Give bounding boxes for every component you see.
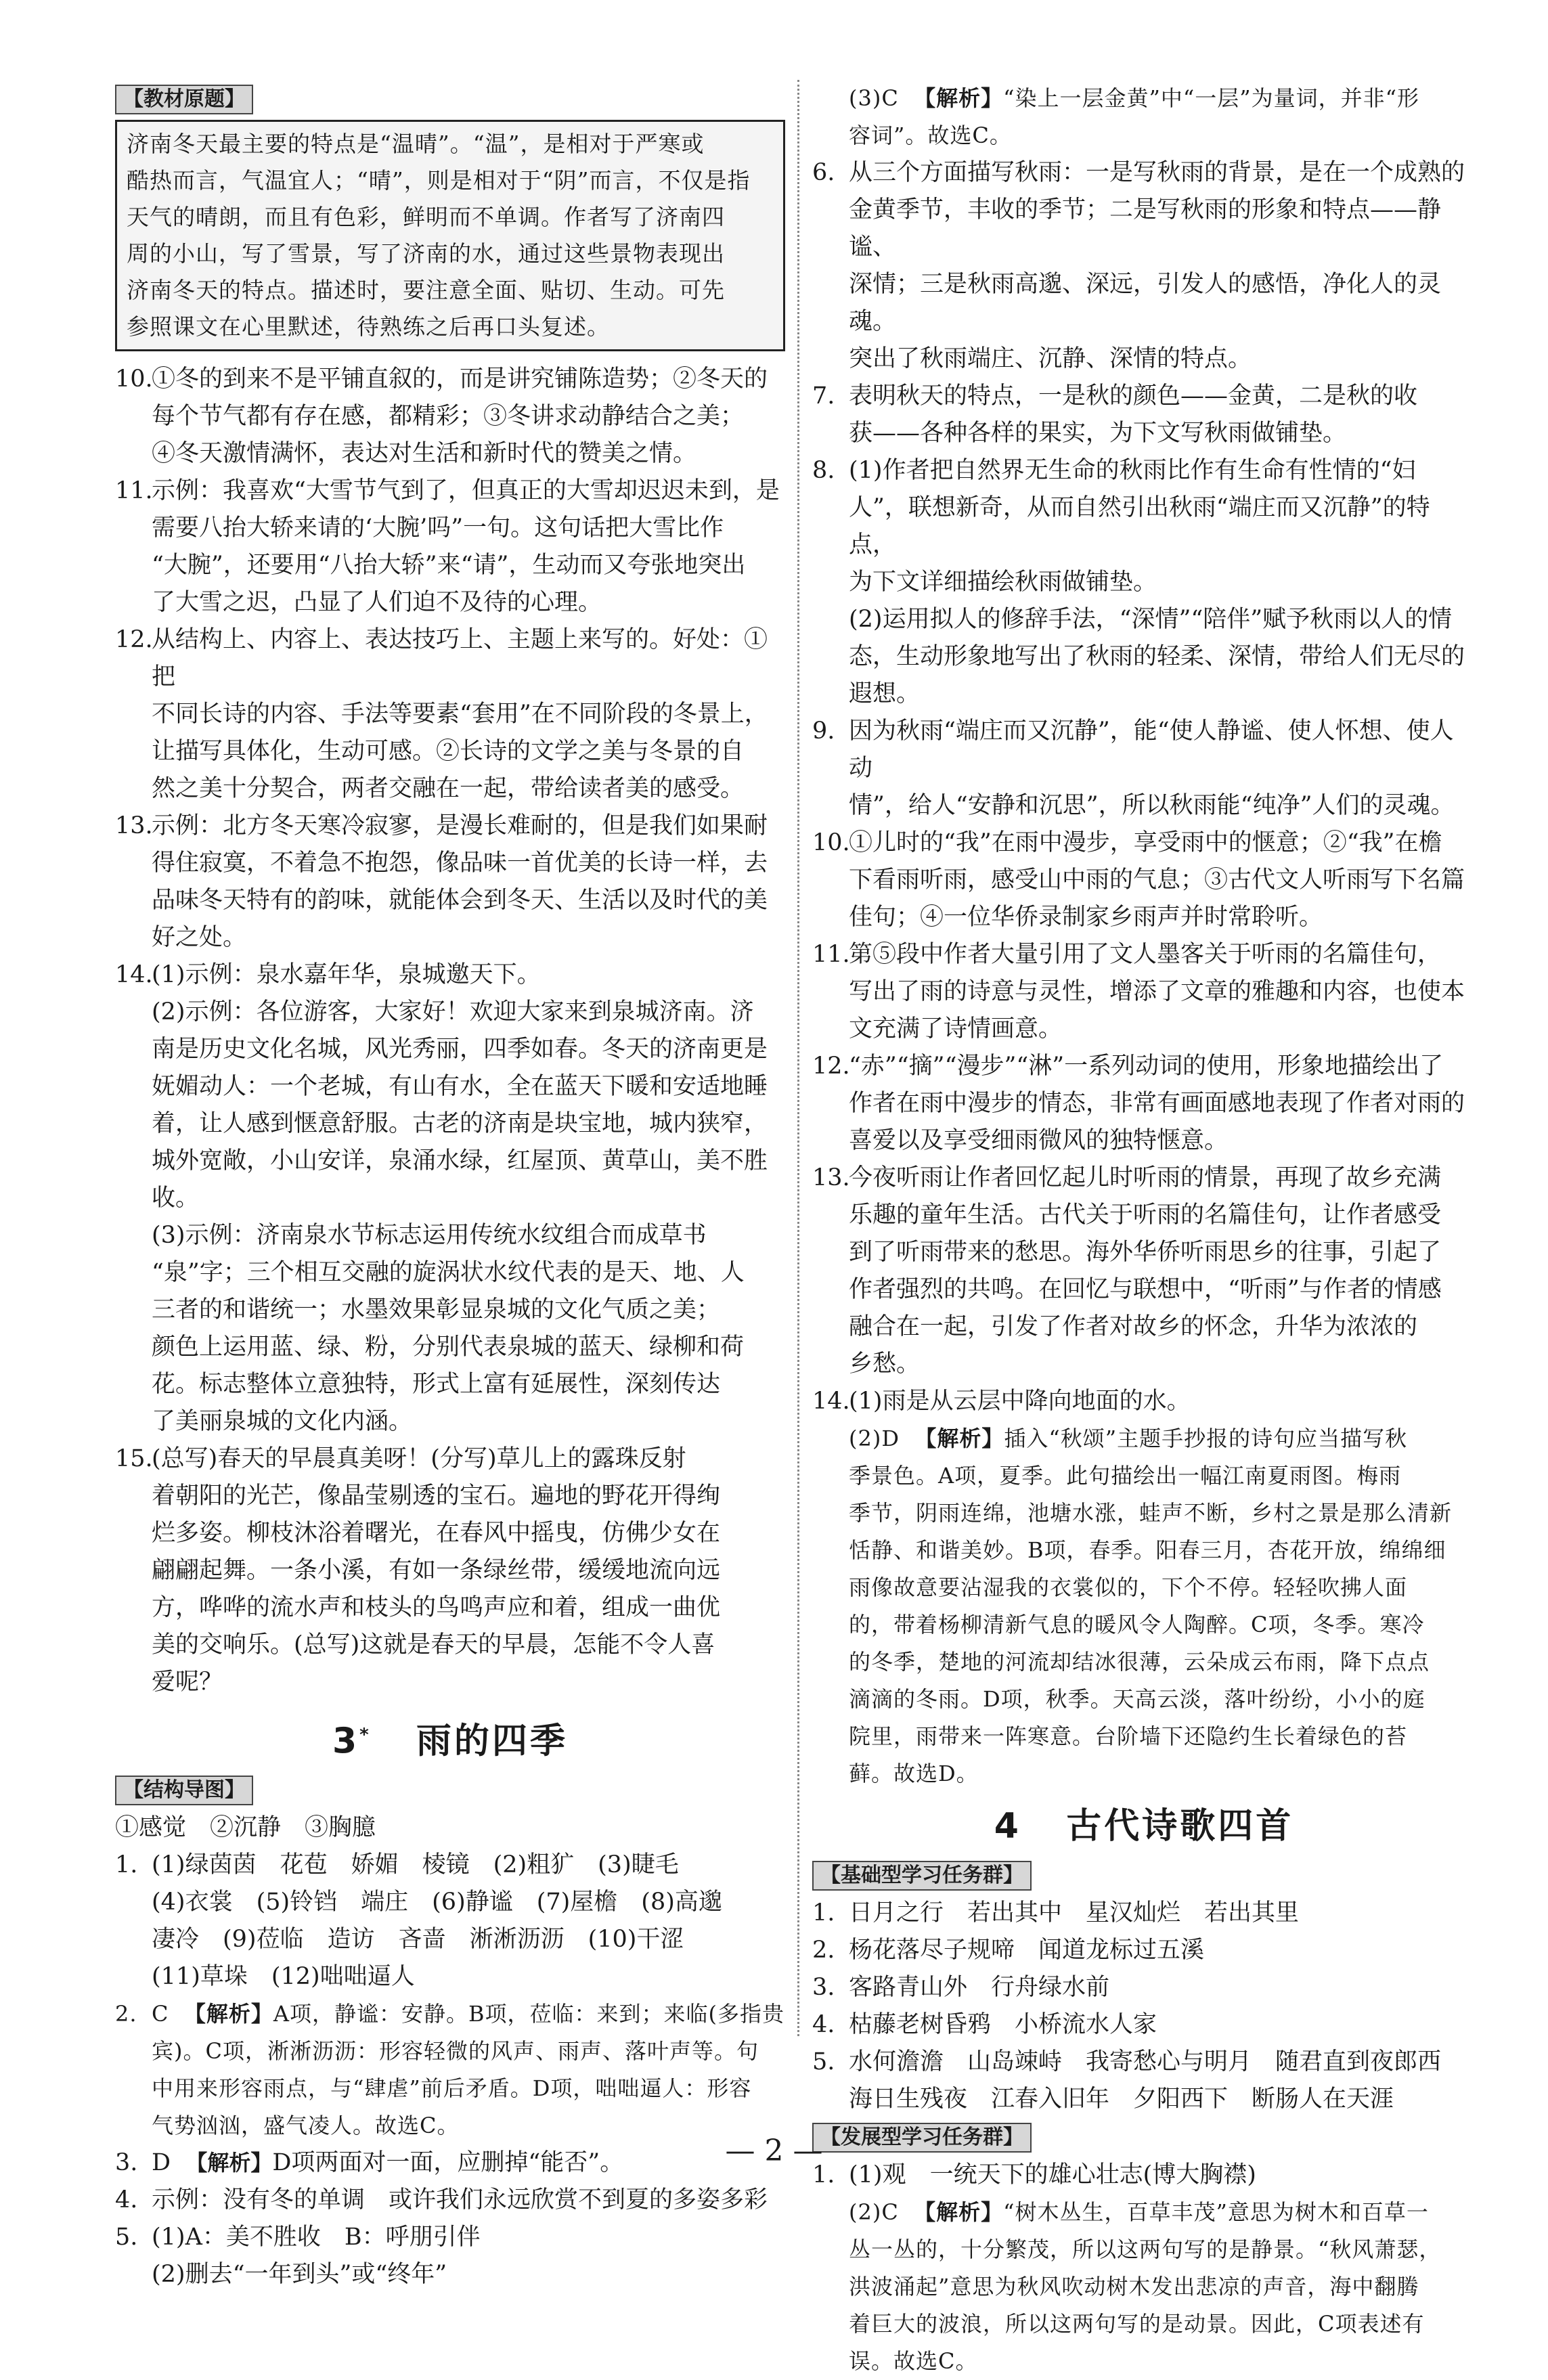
lesson-number: 3: [332, 1721, 360, 1762]
item-line: 恬静、和谐美妙。B项，春季。阳春三月，杏花开放，绵绵细: [849, 1537, 1446, 1563]
item-line: 乡愁。: [849, 1350, 921, 1378]
item-number: 5.: [812, 2048, 835, 2075]
textbook-line: 周的小山，写了雪景，写了济南的水，通过这些景物表现出: [127, 240, 725, 267]
item-line: 海日生残夜 江春入旧年 夕阳西下 断肠人在天涯: [849, 2086, 1394, 2113]
item-line: 作者强烈的共鸣。在回忆与联想中，“听雨”与作者的情感: [849, 1276, 1442, 1303]
answer-item-13: [812, 1160, 1476, 1383]
textbook-line: 天气的晴朗，而且有色彩，鲜明而不单调。作者写了济南四: [127, 204, 725, 230]
item-line: 洪波涌起”意思为秋风吹动树木发出悲凉的声音，海中翻腾: [849, 2274, 1419, 2299]
answer-item-12: [812, 1048, 1476, 1160]
item-line: 三者的和谐统一；水墨效果彰显泉城的文化气质之美；: [152, 1296, 721, 1323]
item-line: (1)A：美不胜收 B：呼朋引伴: [152, 2224, 481, 2251]
item-number: 9.: [812, 718, 835, 745]
textbook-line: 济南冬天的特点。描述时，要注意全面、贴切、生动。可先: [127, 277, 725, 303]
item-line: (1)作者把自然界无生命的秋雨比作有生命有性情的“妇: [849, 457, 1416, 484]
item-line: 的，带着杨柳清新气息的暖风令人陶醉。C项，冬季。寒冷: [849, 1612, 1425, 1637]
item-number: 8.: [812, 457, 835, 484]
basic-item: [812, 1895, 1476, 1932]
item-line: 情”，给人“安静和沉思”，所以秋雨能“纯净”人们的灵魂。: [849, 792, 1455, 819]
item-line: 雨像故意要沾湿我的衣裳似的，下个不停。轻轻吹拂人面: [849, 1574, 1408, 1600]
lesson3-item-5: [115, 2219, 785, 2293]
item-number: 11.: [115, 477, 153, 504]
item-line: 季节，阴雨连绵，池塘水涨，蛙声不断，乡村之景是那么清新: [849, 1500, 1453, 1526]
left-column: [115, 80, 785, 2293]
item-line: (2)删去“一年到头”或“终年”: [152, 2261, 447, 2289]
item-line: 下看雨听雨，感受山中雨的气息；③古代文人听雨写下名篇: [849, 866, 1465, 894]
item-line: 表明秋天的特点，一是秋的颜色——金黄，二是秋的收: [849, 382, 1418, 410]
item-line: 第⑤段中作者大量引用了文人墨客关于听雨的名篇佳句，: [849, 941, 1442, 968]
item-line: 金黄季节，丰收的季节；二是写秋雨的形象和特点——静谧、: [849, 196, 1442, 261]
item-line: 水何澹澹 山岛竦峙 我寄愁心与明月 随君直到夜郎西: [849, 2048, 1442, 2075]
item-number: 10.: [115, 366, 153, 393]
item-line: 深情；三是秋雨高邈、深远，引发人的感悟，净化人的灵魂。: [849, 271, 1442, 335]
answer-item-11: [812, 936, 1476, 1048]
basic-item: [812, 2006, 1476, 2044]
lesson-3-title: [115, 1711, 785, 1765]
answer-item-12: [115, 621, 785, 808]
item-line: “赤”“摘”“漫步”“淋”一系列动词的使用，形象地描绘出了: [849, 1053, 1444, 1080]
item-line: (2)运用拟人的修辞手法，“深情”“陪伴”赋予秋雨以人的情: [849, 606, 1453, 633]
analysis-text: A项，静谧：安静。B项，莅临：来到；来临(多指贵: [273, 2001, 784, 2027]
item-line: 客路青山外 行舟绿水前: [849, 1974, 1110, 2001]
item-line: 凄冷 (9)莅临 造访 吝啬 淅淅沥沥 (10)干涩: [152, 1926, 684, 1954]
lesson3-item-2: [115, 1996, 785, 2144]
answer-item-9: [812, 713, 1476, 824]
item-number: 14.: [812, 1388, 850, 1415]
answer-item-7: [812, 378, 1476, 452]
item-line: 容词”。故选C。: [849, 123, 1012, 148]
analysis-label: 【解析】: [914, 85, 1004, 111]
item-line: “大腕”，还要用“八抬大轿”来“请”，生动而又夸张地突出: [152, 552, 746, 579]
answer-item-14: [812, 1383, 1476, 1792]
lesson-4-title: [812, 1802, 1476, 1851]
item-line: 滴滴的冬雨。D项，秋季。天高云淡，落叶纷纷，小小的庭: [849, 1686, 1425, 1712]
item-line: 颜色上运用蓝、绿、粉，分别代表泉城的蓝天、绿柳和荷: [152, 1334, 745, 1361]
item-number: 6.: [812, 159, 835, 186]
item-line: 融合在一起，引发了作者对故乡的怀念，升华为浓浓的: [849, 1313, 1418, 1340]
item-line: 翩翩起舞。一条小溪，有如一条绿丝带，缓缓地流向远: [152, 1557, 721, 1584]
item-line: 误。故选C。: [849, 2348, 978, 2374]
item-number: 12.: [812, 1053, 850, 1080]
item-line: ④冬天激情满怀，表达对生活和新时代的赞美之情。: [152, 440, 697, 467]
right-column: [812, 80, 1476, 2380]
item-line: (2)示例：各位游客，大家好！欢迎大家来到泉城济南。济: [152, 998, 754, 1026]
item-line: 方，哗哗的流水声和枝头的鸟鸣声应和着，组成一曲优: [152, 1594, 721, 1621]
answer-item-14: [115, 956, 785, 1440]
item-number: 2.: [812, 1937, 835, 1964]
item-line: 为下文详细描绘秋雨做铺垫。: [849, 569, 1157, 596]
item-number: 7.: [812, 382, 835, 410]
answer-item-11: [115, 472, 785, 621]
item-line: 到了听雨带来的愁思。海外华侨听雨思乡的往事，引起了: [849, 1239, 1442, 1266]
item-line: 妩媚动人：一个老城，有山有水，全在蓝天下暖和安适地睡: [152, 1073, 768, 1100]
structure-line: ①感觉 ②沉静 ③胸臆: [115, 1814, 376, 1842]
analysis-label: 【解析】: [914, 2199, 1004, 2225]
item-line: (1)绿茵茵 花苞 娇媚 棱镜 (2)粗犷 (3)睫毛: [152, 1851, 679, 1879]
item-number: 1.: [115, 1851, 138, 1879]
item-line: ①儿时的“我”在雨中漫步，享受雨中的惬意；②“我”在檐: [849, 829, 1442, 856]
item-line: 需要八抬大轿来请的‘大腕’吗”一句。这句话把大雪比作: [152, 514, 724, 542]
item-line: 季景色。A项，夏季。此句描绘出一幅江南夏雨图。梅雨: [849, 1463, 1402, 1489]
item-line: 枯藤老树昏鸦 小桥流水人家: [849, 2011, 1157, 2038]
item-line: 文充满了诗情画意。: [849, 1015, 1063, 1042]
item-number: 2.: [115, 2001, 137, 2027]
item-line: (总写)春天的早晨真美呀！(分写)草儿上的露珠反射: [152, 1445, 686, 1472]
dev-item-1: [812, 2157, 1476, 2380]
item-line: ①冬的到来不是平铺直叙的，而是讲究铺陈造势；②冬天的: [152, 366, 768, 393]
answer-item-10: [812, 824, 1476, 936]
item-number: 5.: [115, 2224, 138, 2251]
item-line: 示例：北方冬天寒冷寂寥，是漫长难耐的，但是我们如果耐: [152, 812, 768, 839]
item-number: 4.: [115, 2186, 138, 2214]
item-line: 每个节气都有存在感，都精彩；③冬讲求动静结合之美；: [152, 403, 745, 430]
item-line: 态，生动形象地写出了秋雨的轻柔、深情，带给人们无尽的: [849, 643, 1465, 670]
item-line: 得住寂寞，不着急不抱怨，像品味一首优美的长诗一样，去: [152, 850, 768, 877]
lesson-star: *: [359, 1725, 372, 1745]
item-line: 佳句；④一位华侨录制家乡雨声并时常聆听。: [849, 904, 1323, 931]
item-line: (1)观 一统天下的雄心壮志(博大胸襟): [849, 2161, 1256, 2188]
item-line: 院里，雨带来一阵寒意。台阶墙下还隐约生长着绿色的苔: [849, 1723, 1408, 1749]
item-line: 然之美十分契合，两者交融在一起，带给读者美的感受。: [152, 775, 745, 802]
item-line: 喜爱以及享受细雨微风的独特惬意。: [849, 1127, 1229, 1154]
item-number: 11.: [812, 941, 850, 968]
tag-basic: 【基础型学习任务群】: [812, 1861, 1032, 1891]
item-line: 着朝阳的光芒，像晶莹剔透的宝石。遍地的野花开得绚: [152, 1482, 721, 1509]
item-line: (4)衣裳 (5)铃铛 端庄 (6)静谧 (7)屋檐 (8)高邈: [152, 1889, 722, 1916]
answer-item-13: [115, 808, 785, 956]
answer-item-15: [115, 1440, 785, 1701]
basic-item: [812, 2044, 1476, 2118]
item-line: 好之处。: [152, 924, 247, 951]
item-number: 14.: [115, 961, 153, 988]
item-line: 了大雪之迟，凸显了人们迫不及待的心理。: [152, 589, 602, 616]
item-line: 让描写具体化，生动可感。②长诗的文学之美与冬景的自: [152, 738, 745, 765]
answer-choice: (2)C: [849, 2199, 899, 2225]
item-line: 今夜听雨让作者回忆起儿时听雨的情景，再现了故乡充满: [849, 1164, 1442, 1191]
item-line: 中用来形容雨点，与“肆虐”前后矛盾。D项，咄咄逼人：形容: [152, 2075, 752, 2102]
item-number: 13.: [812, 1164, 850, 1191]
item-line: (11)草垛 (12)咄咄逼人: [152, 1963, 415, 1991]
answer-item-8: [812, 452, 1476, 713]
lesson3-item-4: [115, 2182, 785, 2219]
answer-choice: (3)C: [849, 85, 899, 111]
basic-item: [812, 1932, 1476, 1969]
tag-structure: 【结构导图】: [115, 1776, 253, 1805]
item-line: 城外宽敞，小山安详，泉涌水绿，红屋顶、黄草山，美不胜收。: [152, 1147, 768, 1212]
item-line: 宾)。C项，淅淅沥沥：形容轻微的风声、雨声、落叶声等。句: [152, 2038, 759, 2065]
item-line: “泉”字；三个相互交融的旋涡状水纹代表的是天、地、人: [152, 1259, 745, 1286]
answer-choice: C: [152, 2001, 169, 2027]
item-line: 杨花落尽子规啼 闻道龙标过五溪: [849, 1937, 1205, 1964]
item-line: (1)示例：泉水嘉年华，泉城邀天下。: [152, 961, 541, 988]
item-number: 4.: [812, 2011, 835, 2038]
textbook-box: [115, 120, 785, 351]
analysis-label: 【解析】: [914, 1426, 1004, 1451]
textbook-line: 济南冬天最主要的特点是“温晴”。“温”，是相对于严寒或: [127, 131, 705, 157]
textbook-line: 酷热而言，气温宜人；“晴”，则是相对于“阴”而言，不仅是指: [127, 167, 751, 194]
item-number: 3.: [115, 2149, 138, 2177]
item-line: 丛一丛的，十分繁茂，所以这两句写的是静景。“秋风萧瑟，: [849, 2236, 1442, 2262]
item-line: 不同长诗的内容、手法等要素“套用”在不同阶段的冬景上，: [152, 701, 768, 728]
item-number: 10.: [812, 829, 850, 856]
item-line: 写出了雨的诗意与灵性，增添了文章的雅趣和内容，也使本: [849, 978, 1465, 1005]
analysis-label: 【解析】: [185, 2150, 273, 2176]
item-number: 1.: [812, 2161, 835, 2188]
item-line: 爱呢？: [152, 1669, 223, 1696]
item-line: 南是历史文化名城，风光秀丽，四季如春。冬天的济南更是: [152, 1036, 768, 1063]
item-line: 美的交响乐。(总写)这就是春天的早晨，怎能不令人喜: [152, 1631, 715, 1658]
answer-item-6: [812, 154, 1476, 378]
item-line: 气势汹汹，盛气凌人。故选C。: [152, 2113, 460, 2139]
analysis-text: “染上一层金黄”中“一层”为量词，并非“形: [1003, 85, 1419, 111]
analysis-text: D项两面对一面，应删掉“能否”。: [272, 2149, 624, 2177]
item-line: 获——各种各样的果实，为下文写秋雨做铺垫。: [849, 420, 1347, 447]
tag-textbook: 【教材原题】: [115, 85, 253, 114]
analysis-text: “树木丛生，百草丰茂”意思为树木和百草一: [1003, 2199, 1429, 2225]
item-number: 12.: [115, 626, 153, 653]
item-line: 从结构上、内容上、表达技巧上、主题上来写的。好处：①把: [152, 626, 768, 690]
item-line: 突出了秋雨端庄、沉静、深情的特点。: [849, 345, 1252, 372]
answer-choice: D: [152, 2149, 171, 2177]
item-line: 品味冬天特有的韵味，就能体会到冬天、生活以及时代的美: [152, 887, 768, 914]
analysis-label: 【解析】: [183, 2001, 273, 2027]
item-line: 人”，联想新奇，从而自然引出秋雨“端庄而又沉静”的特点，: [849, 494, 1430, 558]
item-line: 作者在雨中漫步的情态，非常有画面感地表现了作者对雨的: [849, 1090, 1465, 1117]
lesson-name: 雨的四季: [416, 1721, 569, 1762]
item-line: 了美丽泉城的文化内涵。: [152, 1408, 413, 1435]
item-line: 因为秋雨“端庄而又沉静”，能“使人静谧、使人怀想、使人动: [849, 718, 1454, 782]
lesson-name: 古代诗歌四首: [1066, 1806, 1294, 1847]
item-line: 花。标志整体立意独特，形式上富有延展性，深刻传达: [152, 1371, 721, 1398]
lesson-number: 4: [994, 1806, 1021, 1847]
item-line: 烂多姿。柳枝沐浴着曙光，在春风中摇曳，仿佛少女在: [152, 1520, 721, 1547]
item-number: 13.: [115, 812, 153, 839]
item-line: 着，让人感到惬意舒服。古老的济南是块宝地，城内狭窄，: [152, 1110, 768, 1137]
item-line: 示例：没有冬的单调 或许我们永远欣赏不到夏的多姿多彩: [152, 2186, 768, 2214]
item-line: 藓。故选D。: [849, 1761, 979, 1786]
answer-choice: (2)D: [849, 1426, 900, 1451]
item-line: (1)雨是从云层中降向地面的水。: [849, 1388, 1191, 1415]
item-line: 着巨大的波浪，所以这两句写的是动景。因此，C项表述有: [849, 2311, 1425, 2337]
item-line: 遐想。: [849, 680, 921, 707]
column-divider: [797, 80, 799, 2036]
item-line: (3)示例：济南泉水节标志运用传统水纹组合而成草书: [152, 1222, 707, 1249]
item-5-3: [812, 80, 1476, 154]
textbook-line: 参照课文在心里默述，待熟练之后再口头复述。: [127, 313, 610, 340]
item-line: 从三个方面描写秋雨：一是写秋雨的背景，是在一个成熟的: [849, 159, 1465, 186]
answer-item-10: [115, 361, 785, 472]
item-number: 1.: [812, 1899, 835, 1926]
item-number: 15.: [115, 1445, 153, 1472]
analysis-text: 插入“秋颂”主题手抄报的诗句应当描写秋: [1004, 1426, 1408, 1451]
item-line: 乐趣的童年生活。古代关于听雨的名篇佳句，让作者感受: [849, 1202, 1442, 1229]
basic-item: [812, 1969, 1476, 2006]
item-number: 3.: [812, 1974, 835, 2001]
page-number: — 2 —: [725, 2134, 823, 2168]
tag-development: 【发展型学习任务群】: [812, 2123, 1032, 2153]
item-line: 示例：我喜欢“大雪节气到了，但真正的大雪却迟迟未到，是: [152, 477, 780, 504]
item-line: 日月之行 若出其中 星汉灿烂 若出其里: [849, 1899, 1300, 1926]
item-line: 的冬季，楚地的河流却结冰很薄，云朵成云布雨，降下点点: [849, 1649, 1430, 1675]
lesson3-item-1: [115, 1847, 785, 1996]
